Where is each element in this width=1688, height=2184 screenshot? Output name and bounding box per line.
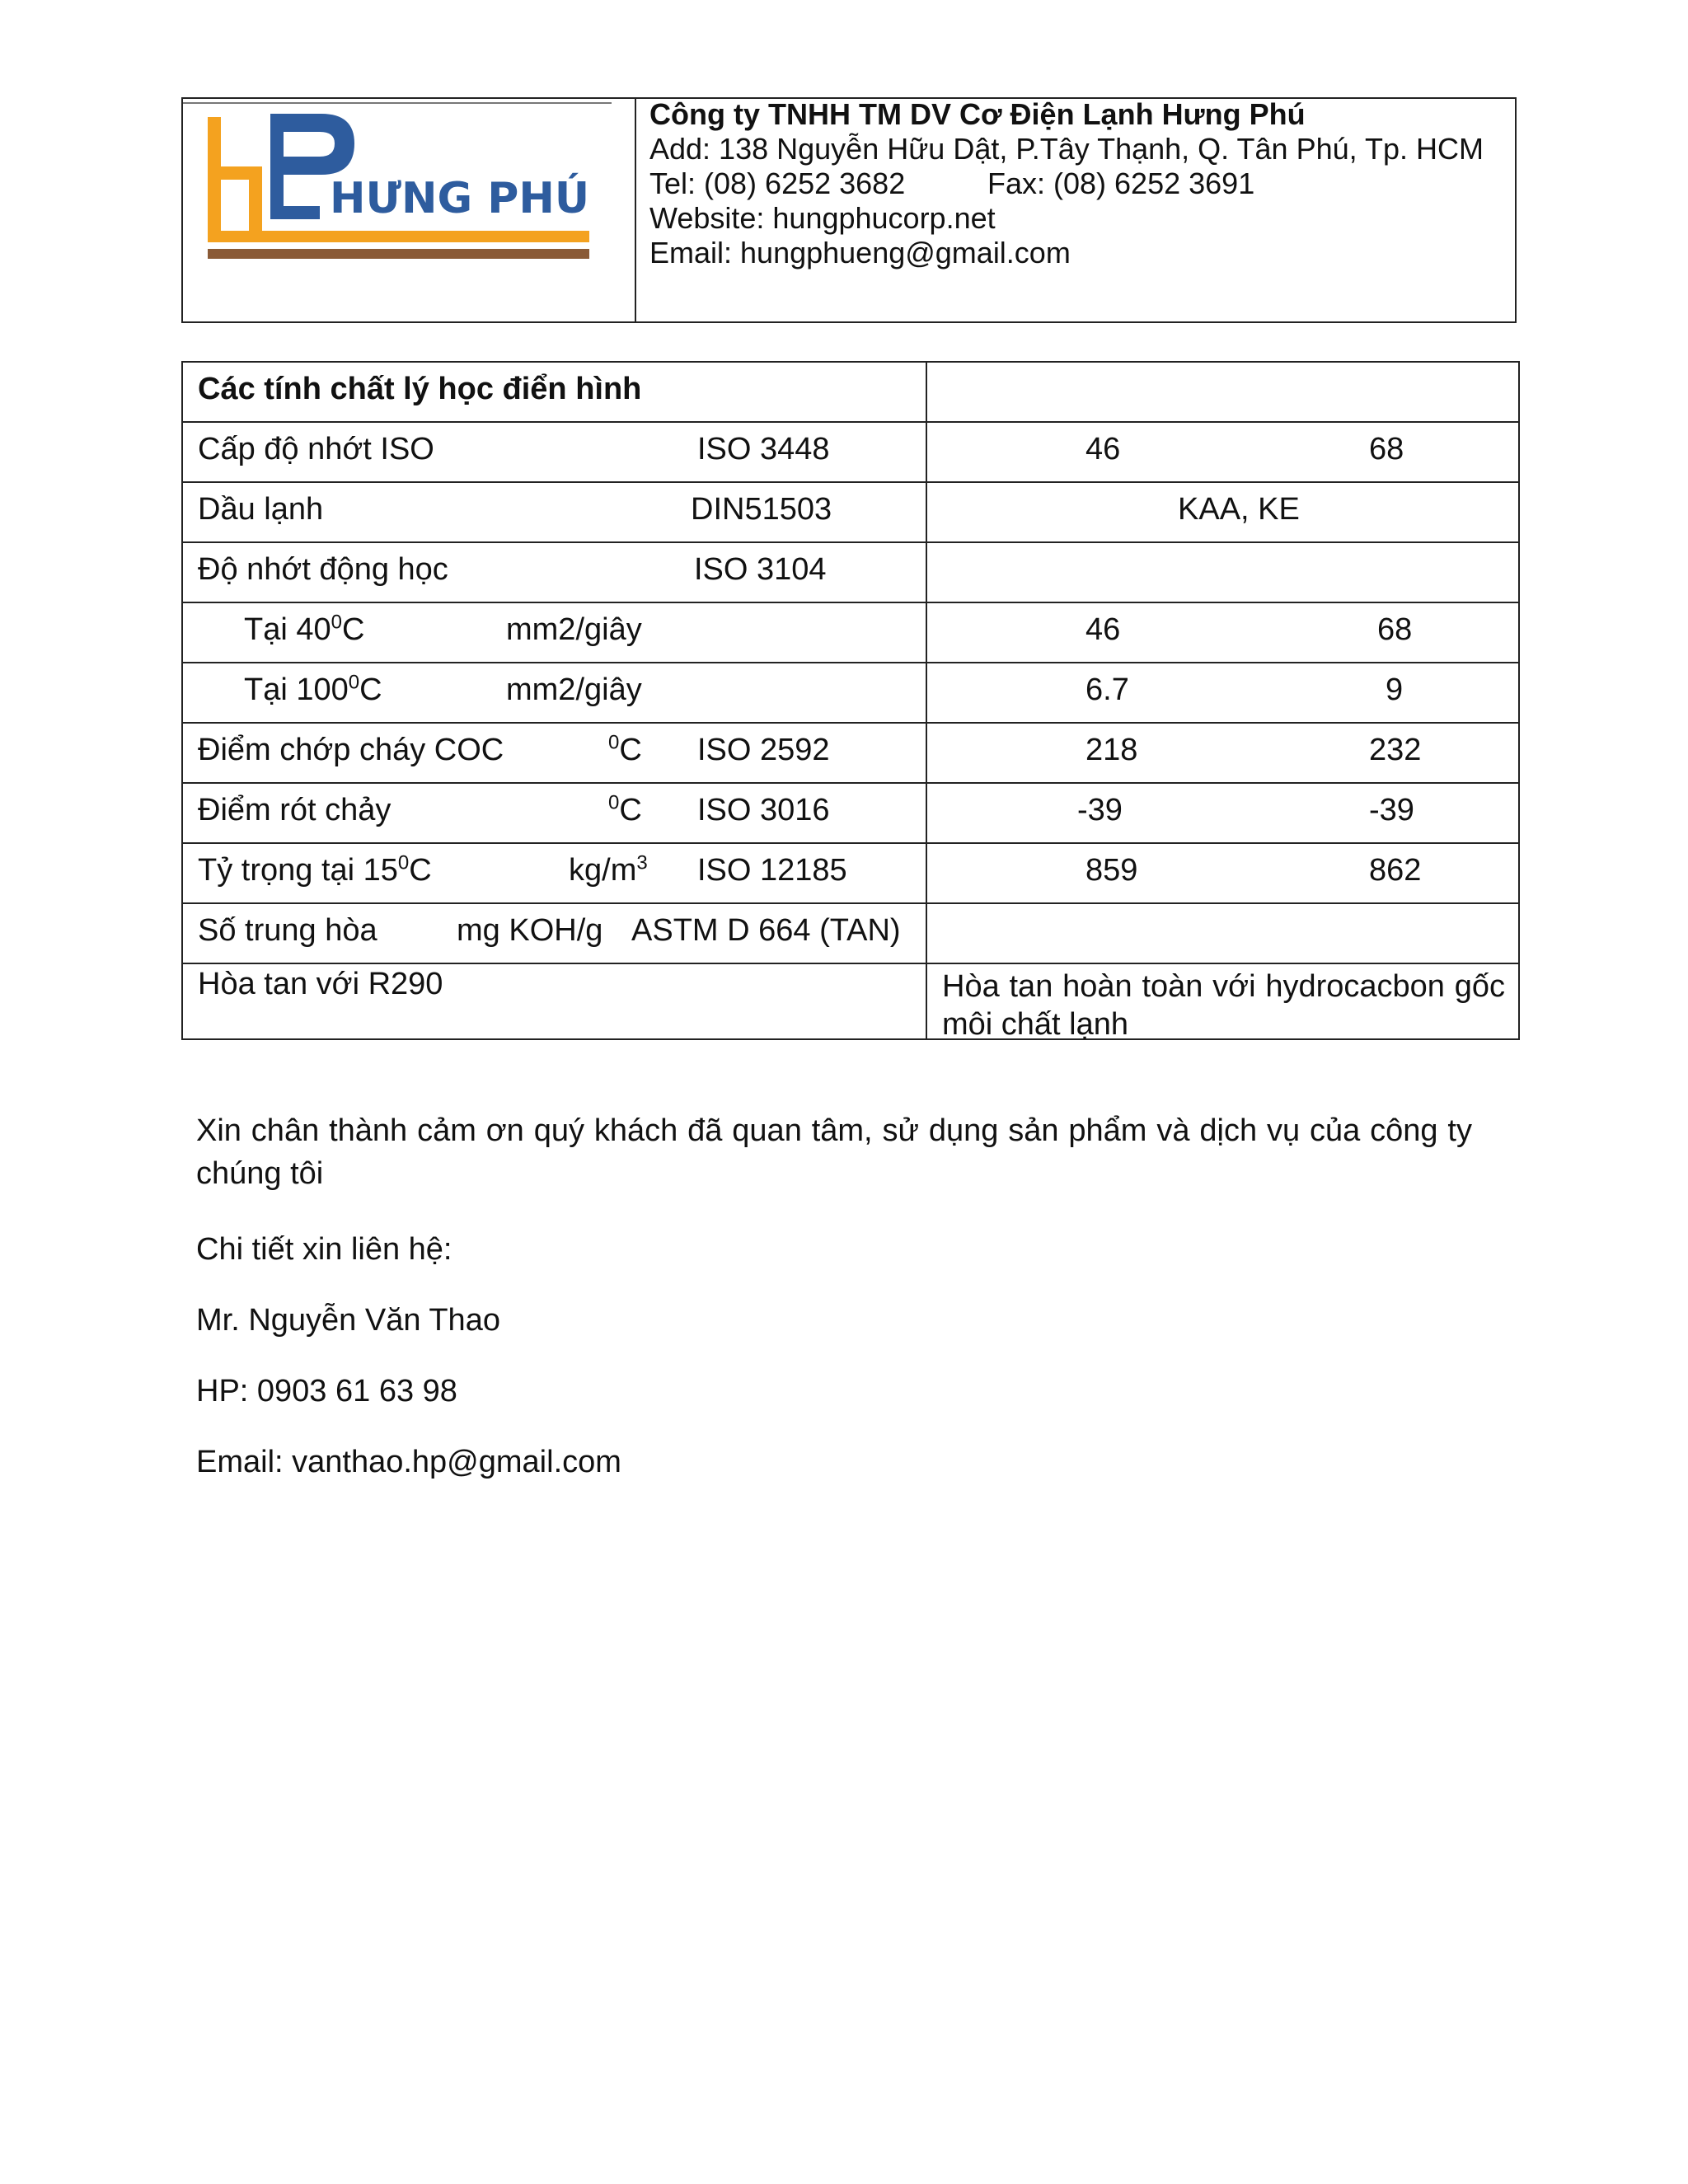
- unit-label: $^0$C: [608, 731, 642, 767]
- unit-label: mm2/giây: [506, 612, 642, 647]
- table-row: [182, 783, 1519, 843]
- logo-top-rule: [183, 102, 612, 104]
- logo-p-base: [270, 206, 320, 219]
- test-method: ISO 3448: [697, 432, 830, 466]
- company-info: [649, 97, 1507, 270]
- company-website: Website: hungphucorp.net: [649, 201, 996, 235]
- property-label: Tại $40^0C$: [244, 611, 365, 647]
- property-label: Số trung hòa: [198, 913, 377, 948]
- property-label: Dầu lạnh: [198, 492, 324, 527]
- contact-name: Mr. Nguyễn Văn Thao: [196, 1303, 500, 1338]
- unit-label: $^0$C: [608, 791, 642, 827]
- table-row: [182, 843, 1519, 903]
- logo-h-right-stroke: [249, 166, 262, 241]
- contact-intro: Chi tiết xin liên hệ:: [196, 1232, 452, 1267]
- property-label: Hòa tan với R290: [198, 967, 443, 1001]
- property-label: Độ nhớt động học: [198, 552, 448, 587]
- value-grade-46: 6.7: [1085, 673, 1129, 707]
- value-grade-68: 232: [1369, 733, 1422, 767]
- value-grade-68: 68: [1377, 612, 1413, 647]
- property-label: Điểm rót chảy: [198, 793, 392, 827]
- table-title: Các tính chất lý học điển hình: [198, 372, 642, 406]
- company-address: Add: 138 Nguyễn Hữu Dật, P.Tây Thạnh, Q. Tân Phú, Tp. HCM: [649, 132, 1484, 166]
- value-grade-46: 46: [1085, 612, 1121, 647]
- company-email: Email: hungphueng@gmail.com: [649, 236, 1071, 269]
- property-label: Điểm chớp cháy COC: [198, 733, 504, 767]
- value-grade-68: 68: [1369, 432, 1404, 466]
- company-fax: Fax: (08) 6252 3691: [987, 166, 1255, 200]
- unit-label: mm2/giây: [506, 673, 642, 707]
- table-row: [182, 362, 1519, 422]
- value-grade-46: 46: [1085, 432, 1121, 466]
- value-grade-68: -39: [1369, 793, 1414, 827]
- property-label: Cấp độ nhớt ISO: [198, 432, 434, 466]
- test-method: ISO 12185: [697, 853, 847, 888]
- contact-phone: HP: 0903 61 63 98: [196, 1374, 457, 1408]
- hung-phu-logo: [198, 107, 593, 272]
- company-tel: Tel: (08) 6252 3682: [649, 166, 906, 200]
- logo-brown-bar: [208, 249, 589, 259]
- test-method: ASTM D 664 (TAN): [631, 913, 901, 948]
- table-row: [182, 723, 1519, 783]
- property-label: Tỷ trọng tại $15^0C$: [198, 851, 432, 888]
- value-grade-68: 862: [1369, 853, 1422, 888]
- phone-fax-row: [649, 166, 1507, 201]
- table-row: [182, 602, 1519, 663]
- value-grade-46: -39: [1077, 793, 1123, 827]
- table-row: [182, 542, 1519, 602]
- solubility-value: Hòa tan hoàn toàn với hydrocacbon gốc môi chất lạnh: [942, 969, 1505, 1042]
- table-row: [182, 963, 1519, 1039]
- value-combined: KAA, KE: [1178, 492, 1300, 527]
- logo-orange-bar: [208, 231, 589, 242]
- test-method: ISO 2592: [697, 733, 830, 767]
- property-label: Tại $100^0C$: [244, 671, 382, 707]
- unit-label: mg KOH/g: [457, 913, 603, 948]
- thank-you-paragraph: Xin chân thành cảm ơn quý khách đã quan tâm, sử dụng sản phẩm và dịch vụ của công ty chúng tôi: [196, 1113, 1472, 1191]
- contact-email: Email: vanthao.hp@gmail.com: [196, 1445, 621, 1479]
- table-row: [182, 663, 1519, 723]
- value-grade-46: 218: [1085, 733, 1138, 767]
- test-method: ISO 3104: [694, 552, 827, 587]
- company-name: Công ty TNHH TM DV Cơ Điện Lạnh Hưng Phú: [649, 97, 1306, 131]
- logo-wordmark: HƯNG PHÚ: [330, 174, 590, 223]
- header-divider: [635, 97, 636, 323]
- table-row: [182, 482, 1519, 542]
- unit-label: $kg/m^3$: [569, 851, 648, 888]
- value-grade-46: 859: [1085, 853, 1138, 888]
- table-row: [182, 422, 1519, 482]
- test-method: ISO 3016: [697, 793, 830, 827]
- table-row: [182, 903, 1519, 963]
- physical-properties-table: [181, 361, 1520, 1040]
- value-grade-68: 9: [1386, 673, 1404, 707]
- test-method: DIN51503: [691, 492, 832, 527]
